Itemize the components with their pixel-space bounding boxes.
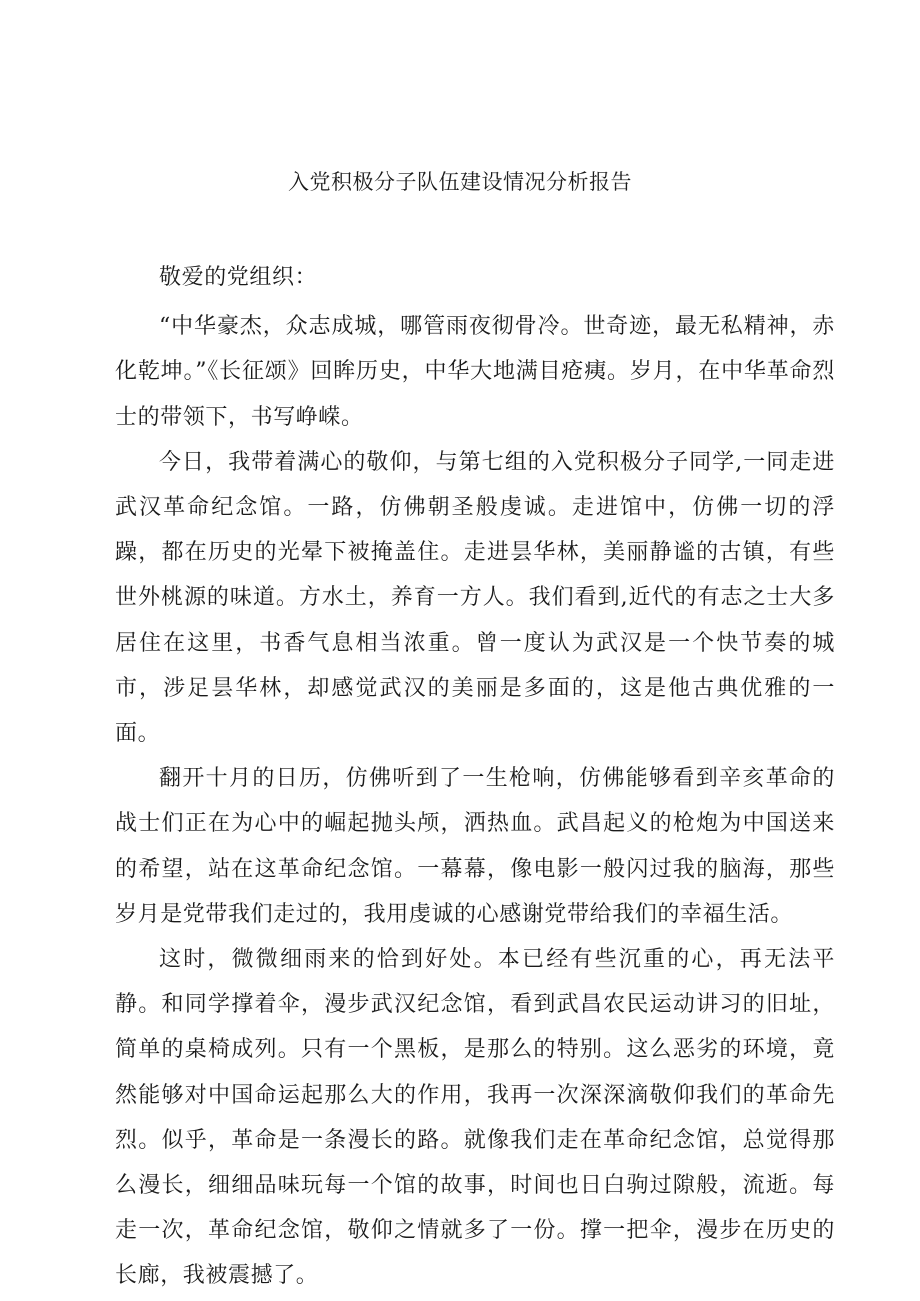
paragraph-2: 今日，我带着满心的敬仰，与第七组的入党积极分子同学,一同走进武汉革命纪念馆。一路，仿佛朝圣般虔诚。走进馆中，仿佛一切的浮躁，都在历史的光晕下被掩盖住。走进昙华林，美丽静谧的古镇，有些世外桃源的味道。方水土，养育一方人。我们看到,近代的有志之士大多居住在这里，书香气息相当浓重。曾一度认为武汉是一个快节奏的城市，涉足昙华林，却感觉武汉的美丽是多面的，这是他古典优雅的一面。: [115, 449, 835, 747]
salutation: 敬爱的党组织：: [159, 265, 318, 290]
paragraph-4: 这时，微微细雨来的恰到好处。本已经有些沉重的心，再无法平静。和同学撑着伞，漫步武汉纪念馆，看到武昌农民运动讲习的旧址，简单的桌椅成列。只有一个黑板，是那么的特别。这么恶劣的环境，竟然能够对中国命运起那么大的作用，我再一次深深滴敬仰我们的革命先烈。似乎，革命是一条漫长的路。就像我们走在革命纪念馆，总觉得那么漫长，细细品味玩每一个馆的故事，时间也日白驹过隙般，流逝。每走一次，革命纪念馆，敬仰之情就多了一份。撑一把伞，漫步在历史的长廊，我被震撼了。: [115, 947, 835, 1289]
paragraph-3: 翻开十月的日历，仿佛听到了一生枪响，仿佛能够看到辛亥革命的战士们正在为心中的崛起抛头颅，洒热血。武昌起义的枪炮为中国送来的希望，站在这革命纪念馆。一幕幕，像电影一般闪过我的脑海，那些岁月是党带我们走过的，我用虔诚的心感谢党带给我们的幸福生活。: [115, 766, 835, 927]
document-title: 入党积极分子队伍建设情况分析报告: [288, 170, 632, 194]
paragraph-1: “中华豪杰，众志成城，哪管雨夜彻骨冷。世奇迹，最无私精神，赤化乾坤。”《长征颂》回眸历史，中华大地满目疮痍。岁月，在中华革命烈士的带领下，书写峥嵘。: [115, 314, 835, 430]
document-body: [115, 255, 835, 1299]
